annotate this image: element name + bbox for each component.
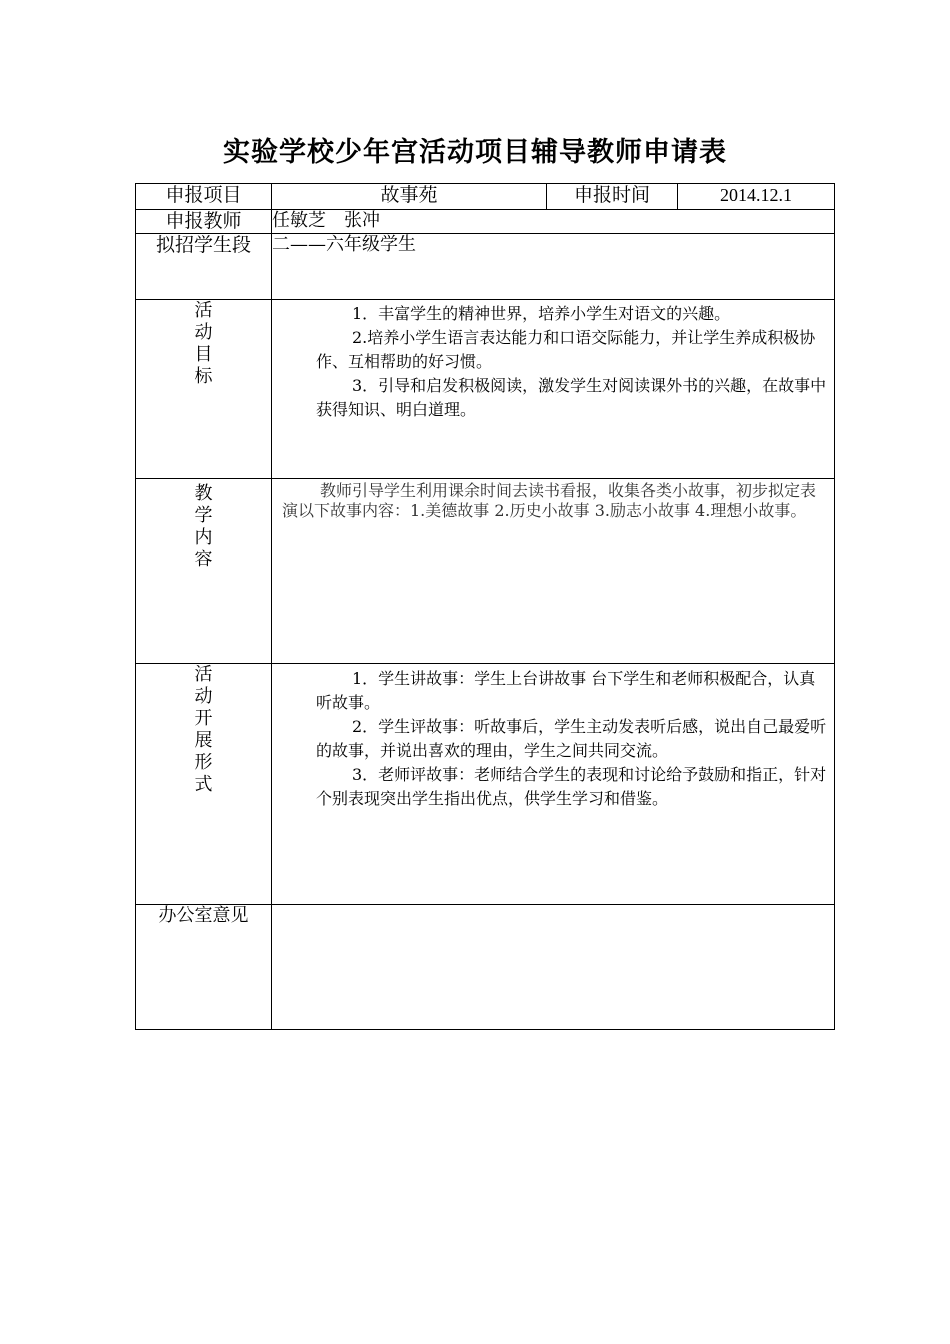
activities-label-char: 动 [194,686,213,707]
project-label: 申报项目 [136,184,272,210]
activities-label-char: 形 [194,752,213,773]
teacher-label: 申报教师 [136,210,272,234]
row-activities [136,664,835,905]
row-content [136,479,835,664]
office-opinion [272,905,835,1030]
activity-item: 3．老师评故事：老师结合学生的表现和讨论给予鼓励和指正，针对个别表现突出学生指出优点，供学生学习和借鉴。 [316,765,827,808]
goals-label-char: 活 [194,300,213,321]
content-label-char: 内 [194,527,213,548]
goal-item: 2.培养小学生语言表达能力和口语交际能力，并让学生养成积极协作、互相帮助的好习惯。 [316,328,816,371]
project-value: 故事苑 [272,184,547,210]
document-title: 实验学校少年宫活动项目辅导教师申请表 [223,137,727,168]
row-grade [136,234,835,300]
activities-label-char: 展 [194,730,213,751]
goals-label [136,300,272,479]
goals-label-char: 标 [194,366,213,387]
content-label-char: 学 [194,505,213,526]
goal-item: 3．引导和启发积极阅读，激发学生对阅读课外书的兴趣，在故事中获得知识、明白道理。 [316,376,827,419]
content-body [272,479,835,664]
content-label-char: 教 [194,483,213,504]
office-label: 办公室意见 [136,905,272,1030]
activities-label-char: 式 [194,774,213,795]
activities-content [272,664,835,905]
row-goals [136,300,835,479]
row-project [136,184,835,210]
row-teacher [136,210,835,234]
goals-label-char: 动 [194,322,213,343]
content-label-char: 容 [194,549,213,570]
activities-label [136,664,272,905]
activities-label-char: 开 [194,708,213,729]
teacher-value: 任敏芝 张冲 [272,210,835,234]
activities-label-char: 活 [194,664,213,685]
goal-item: 1．丰富学生的精神世界，培养小学生对语文的兴趣。 [352,304,731,323]
goals-label-char: 目 [194,344,213,365]
application-form-table [135,183,835,1030]
time-label: 申报时间 [547,184,678,210]
activity-item: 2．学生评故事：听故事后，学生主动发表听后感，说出自己最爱听的故事，并说出喜欢的理由，学生之间共同交流。 [316,717,827,760]
grade-label: 拟招学生段 [136,234,272,300]
time-value: 2014.12.1 [678,184,835,210]
content-label [136,479,272,664]
goals-content [272,300,835,479]
activity-item: 1．学生讲故事：学生上台讲故事 台下学生和老师积极配合，认真听故事。 [316,669,816,712]
content-text: 教师引导学生利用课余时间去读书看报，收集各类小故事，初步拟定表演以下故事内容：1.美德故事 2.历史小故事 3.励志小故事 4.理想小故事。 [282,481,817,520]
row-office [136,905,835,1030]
grade-value: 二——六年级学生 [272,234,835,300]
